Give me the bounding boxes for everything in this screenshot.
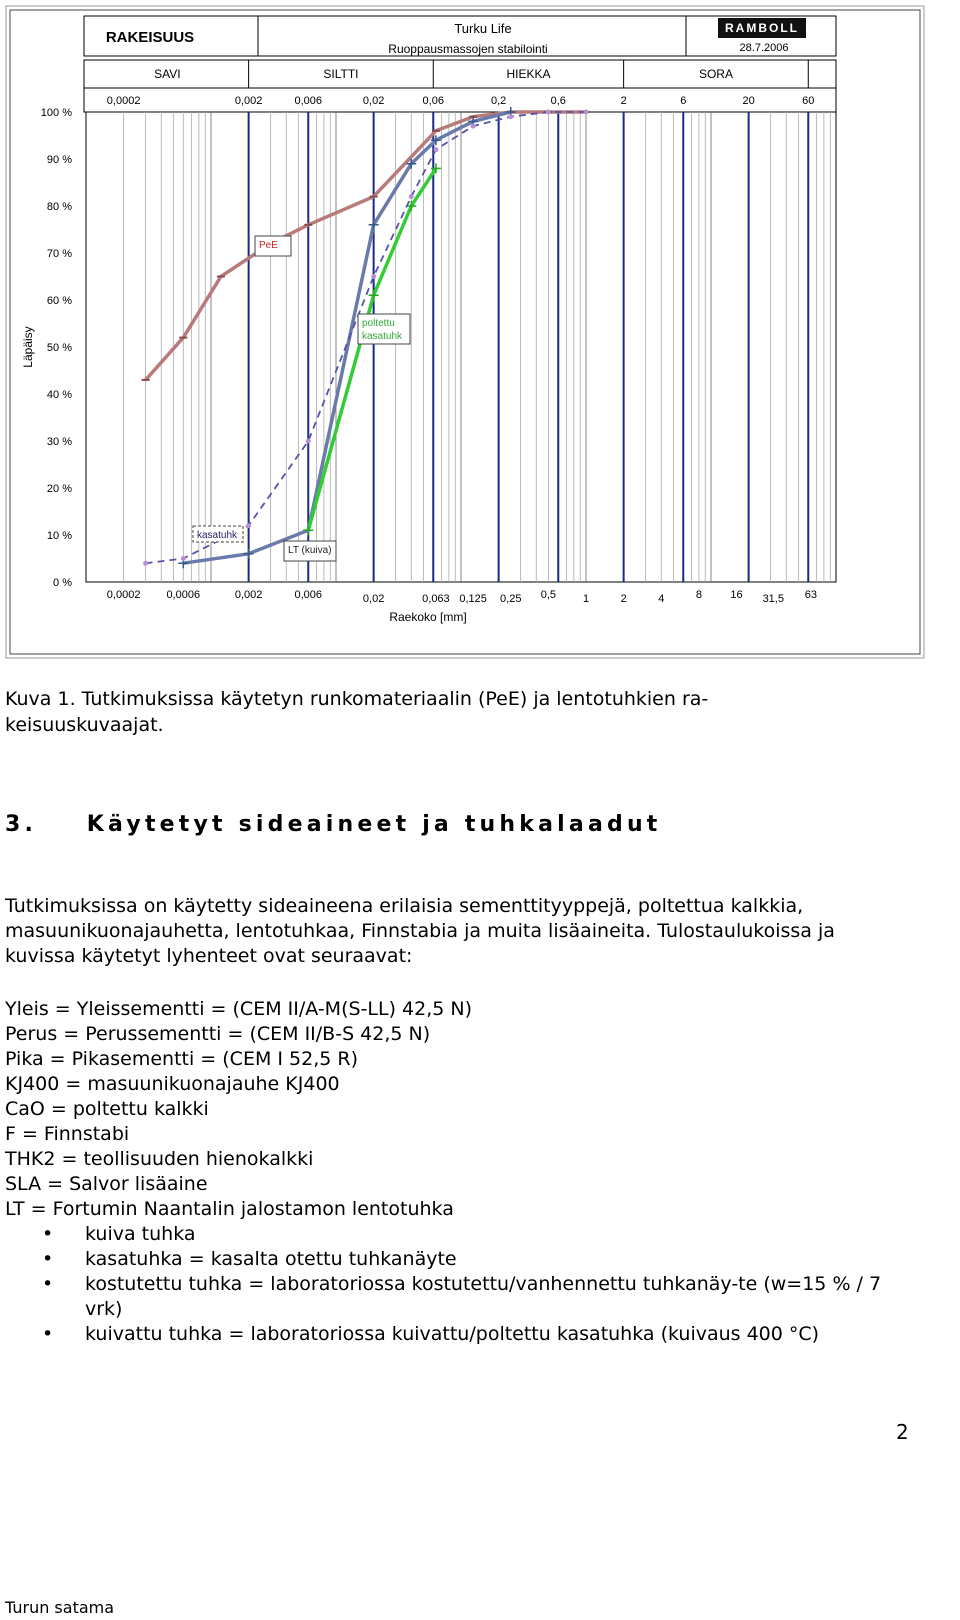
- x-tick-label: 0,25: [500, 593, 522, 605]
- y-tick-label: 50 %: [46, 342, 72, 354]
- lt-bullet-list: [5, 1222, 905, 1347]
- section-number: 3.: [5, 812, 38, 837]
- y-tick-label: 30 %: [46, 436, 72, 448]
- fraction-label: HIEKKA: [506, 67, 551, 81]
- x-tick-label: 0,002: [234, 589, 263, 601]
- x-tick-label: 0,5: [540, 589, 557, 601]
- figure-caption: Kuva 1. Tutkimuksissa käytetyn runkomateriaalin (PeE) ja lentotuhkien ra-keisuuskuvaajat.: [5, 688, 709, 736]
- x-tick-label: 1: [582, 593, 590, 605]
- intro-paragraph: Tutkimuksissa on käytetty sideaineena erilaisia sementtityyppejä, poltettua kalkkia, masuunikuonajauhetta, lentotuhkaa, Finnstabia ja muita lisäaineita. Tulostaulukoissa ja kuvissa käytetyt lyhenteet ovat seuraavat:: [5, 895, 835, 967]
- legend-pee-text: PeE: [259, 240, 278, 251]
- x-tick-label: 0,0006: [166, 589, 201, 601]
- data-point-4: [471, 124, 476, 129]
- data-point-4: [409, 194, 414, 199]
- legend-poltettu-text: kasatuhk: [362, 331, 403, 342]
- data-point-4: [143, 561, 148, 566]
- data-point-4: [508, 114, 513, 119]
- abbr-cao: CaO = poltettu kalkki: [5, 1098, 209, 1120]
- x-tick-label: 0,063: [422, 593, 450, 605]
- top-tick-row: [84, 88, 836, 112]
- x-tick-label: 2: [620, 593, 627, 605]
- page-number: 2: [896, 1420, 909, 1444]
- x-tick-label: 0,0002: [106, 589, 141, 601]
- abbr-thk2: THK2 = teollisuuden hienokalkki: [5, 1148, 314, 1170]
- grain-size-chart-svg: [0, 0, 960, 690]
- x-tick-label: 31,5: [762, 593, 784, 605]
- legend-lt-kuiva-text: LT (kuiva): [288, 545, 332, 556]
- x-axis-label: Raekoko [mm]: [389, 610, 467, 624]
- data-point-4: [246, 523, 251, 528]
- abbr-pika: Pika = Pikasementti = (CEM I 52,5 R): [5, 1048, 358, 1070]
- x-tick-label: 8: [695, 589, 702, 601]
- data-point-4: [433, 147, 438, 152]
- y-tick-label: 90 %: [46, 154, 72, 166]
- x-tick-label: 0,02: [362, 593, 385, 605]
- y-tick-label: 80 %: [46, 201, 72, 213]
- project-subtitle: Ruoppausmassojen stabilointi: [388, 42, 548, 56]
- fraction-label: SAVI: [154, 67, 181, 81]
- top-tick-label: 0,06: [422, 95, 444, 107]
- fraction-label: SILTTI: [323, 67, 359, 81]
- x-tick-label: 0,006: [294, 589, 323, 601]
- x-tick-label: 0,125: [459, 593, 487, 605]
- y-axis-label: Läpäisy: [21, 326, 35, 368]
- project-name: Turku Life: [454, 21, 512, 36]
- top-tick-label: 0,2: [490, 95, 507, 107]
- section-title: Käytetyt sideaineet ja tuhkalaadut: [86, 812, 662, 837]
- y-tick-label: 20 %: [46, 483, 72, 495]
- footer-text: Turun satama: [5, 1598, 115, 1617]
- top-tick-label: 0,02: [362, 95, 385, 107]
- abbr-f: F = Finnstabi: [5, 1123, 130, 1145]
- abbr-lt: LT = Fortumin Naantalin jalostamon lentotuhka: [5, 1198, 454, 1220]
- abbr-perus: Perus = Perussementti = (CEM II/B-S 42,5 N): [5, 1023, 431, 1045]
- y-tick-label: 100 %: [40, 107, 72, 119]
- section-heading: [5, 812, 662, 837]
- top-tick-label: 60: [802, 95, 815, 107]
- ramboll-logo-text: RAMBOLL: [725, 21, 799, 35]
- top-tick-label: 0,006: [294, 95, 323, 107]
- fraction-label: SORA: [698, 67, 733, 81]
- y-tick-label: 0 %: [53, 577, 72, 589]
- abbr-kj400: KJ400 = masuunikuonajauhe KJ400: [5, 1073, 340, 1095]
- y-tick-label: 40 %: [46, 389, 72, 401]
- legend-poltettu-text: poltettu: [362, 318, 395, 329]
- x-tick-label: 16: [730, 589, 743, 601]
- top-tick-label: 0,6: [550, 95, 566, 107]
- data-point-4: [181, 556, 186, 561]
- bullet-kasatuhka: • kasatuhka = kasalta otettu tuhkanäyte: [5, 1247, 905, 1272]
- data-point-4: [306, 439, 311, 444]
- y-tick-label: 10 %: [46, 530, 72, 542]
- abbreviation-list: [5, 997, 905, 1347]
- bullet-kuivattu: • kuivattu tuhka = laboratoriossa kuivattu/poltettu kasatuhka (kuivaus 400 °C): [5, 1322, 905, 1347]
- bullet-kostutettu: • kostutettu tuhka = laboratoriossa kostutettu/vanhennettu tuhkanäy-te (w=15 % / 7 vrk): [5, 1272, 905, 1322]
- top-tick-label: 2: [620, 95, 627, 107]
- top-tick-label: 6: [680, 95, 687, 107]
- top-tick-label: 0,002: [234, 95, 263, 107]
- y-tick-label: 60 %: [46, 295, 72, 307]
- legend-kasatuhk-text: kasatuhk: [197, 530, 238, 541]
- bullet-kuiva: • kuiva tuhka: [5, 1222, 905, 1247]
- chart-date: 28.7.2006: [739, 42, 789, 54]
- data-point-4: [584, 110, 589, 115]
- abbr-yleis: Yleis = Yleissementti = (CEM II/A-M(S-LL) 42,5 N): [5, 998, 472, 1020]
- x-tick-label: 63: [804, 589, 818, 601]
- x-tick-label: 4: [658, 593, 665, 605]
- data-point-4: [371, 274, 376, 279]
- top-tick-label: 20: [742, 95, 755, 107]
- chart-title: RAKEISUUS: [105, 29, 195, 46]
- top-tick-label: 0,0002: [106, 95, 141, 107]
- abbr-sla: SLA = Salvor lisäaine: [5, 1173, 208, 1195]
- grain-size-chart: [0, 0, 960, 690]
- y-tick-label: 70 %: [46, 248, 72, 260]
- data-point-4: [546, 110, 551, 115]
